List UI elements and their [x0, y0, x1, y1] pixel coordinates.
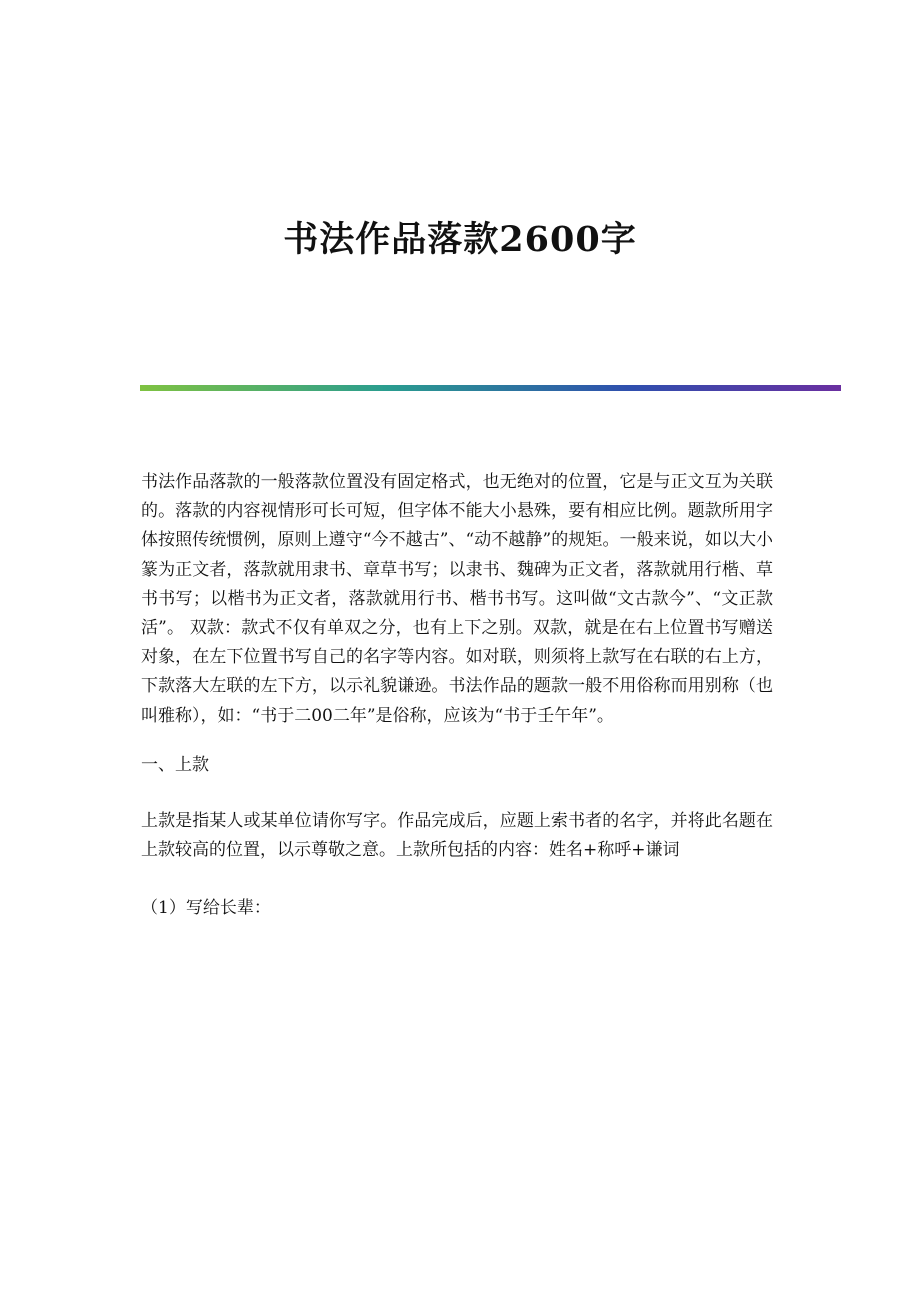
document-title: 书法作品落款2600字 [283, 219, 637, 260]
title-divider [140, 385, 841, 391]
body-paragraph: 书法作品落款的一般落款位置没有固定格式，也无绝对的位置，它是与正文互为关联的。落款的内容视情形可长可短，但字体不能大小悬殊，要有相应比例。题款所用字体按照传统惯例，原则上遵守“今不越古”、“动不越静”的规矩。一般来说，如以大小篆为正文者，落款就用隶书、章草书写；以隶书、魏碑为正文者，落款就用行楷、草书书写；以楷书为正文者，落款就用行书、楷书书写。这叫做“文古款今”、“文正款活”。 双款：款式不仅有单双之分，也有上下之别。双款，就是在右上位置书写赠送对象，在左下位置书写自己的名字等内容。如对联，则须将上款写在右联的右上方，下款落大左联的左下方，以示礼貌谦逊。书法作品的题款一般不用俗称而用别称（也叫雅称），如：“书于二00二年”是俗称，应该为“书于壬午年”。 [141, 472, 773, 726]
list-item: （1）写给长辈： [141, 898, 271, 919]
section-heading: 一、上款 [141, 754, 209, 775]
body-paragraph: 上款是指某人或某单位请你写字。作品完成后，应题上索书者的名字，并将此名题在上款较高的位置，以示尊敬之意。上款所包括的内容：姓名+称呼+谦词 [141, 811, 773, 861]
document-body [141, 468, 773, 924]
